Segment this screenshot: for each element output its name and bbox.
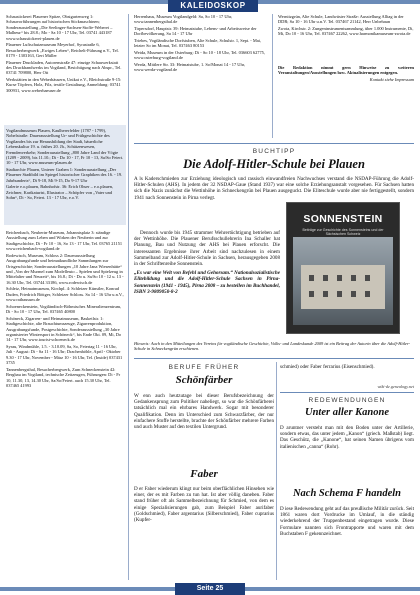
window-shape [309, 291, 314, 297]
schema-f-subhead: Nach Schema F handeln [292, 488, 402, 499]
buchtipp-note: Hinweis: Auch in den Mitteilungen des Vereins für vogtländische Geschichte, Volks- und Landeskunde 2009 ist ein Beitrag der Autorin über die Adolf-Hitler-Schule in Schneckengrün erschienen. [134, 341, 411, 352]
listing-entry: Schleiz, Heimatmuseum, Kirchpl. 4: Schleizer Künstler, Konrad Duden, Friedrich Böttger, Schleizer Schloss. Sa 14 - 16 Uhr u.n.V., www.rathausum.de [6, 286, 124, 303]
redewendungen-headline: Unter aller Kanone [304, 407, 389, 418]
listing-entry: Wernitzgrün, Alte Schule, Landwüster Straße: Ausstellung Alltag in der DDR; Sa 10 - 16 Uhr u.n.V. Tel. 037467 21142, Herr Unbehaun [278, 14, 404, 25]
listing-entry: Schoeneckenstein, Vogtländisch-Böhmisches Mineralienzentrum, Di - So 10 - 17 Uhr, Tel. 037465 40800 [6, 303, 122, 315]
window-shape [365, 291, 370, 297]
source-credit: wiki-de.genealogy.net [377, 384, 414, 389]
listing-entry: Zwota, Kirchstr. 2: Zungeninstrumentsammlung, über 1.000 Instrumente, Di, Mi, Do 10 - 16 Uhr, Tel. 037467 22262, www.harmonikamuseum-zwota.de [278, 26, 414, 37]
buchtipp-body-2: Dennoch wurde bis 1945 strammer Wehrertüchtigung betrieben auf der Wettinhöhe. Die Plauener Berufsschullehrerin Ina Schaller hat Planung, Bau und Nutzung der AHS bei Plauen erforscht. Die interessanten Ergebnisse ihrer Arbeit sind nachzulesen in einem Sammelband zur Adolf-Hitler-Schule in Sachsen, herausgegeben 2008 in der Schriftenreihe Sonnenstein. [134, 230, 280, 268]
window-shape [323, 275, 328, 281]
section-header [0, 0, 420, 12]
right-column [278, 14, 414, 83]
listing-entry: Plauener Luftschutzmuseum Meyerhof, Syrastraße 6, Besucherbergwerk „Ewiges Leben“, Reichelt-Führung n.V., Tel. 0179 - 1303163, Gert Müller [6, 42, 119, 59]
editorial-note: Die Redaktion nimmt gern Hinweise zu weiteren Veranstaltungen/Ausstellungen bzw. Aktualisierungen entgegen. [278, 64, 414, 76]
berufe-body [134, 393, 274, 430]
column-divider [272, 14, 273, 138]
berufe-body-3: schmied) oder Faber ferrarius (Eisenschmied). [280, 364, 375, 370]
window-shape [337, 291, 342, 297]
faber-subhead: Faber [190, 468, 218, 480]
buchtipp-lead [134, 176, 414, 201]
page-number: Seite 25 [175, 583, 245, 595]
listing-entry: Stadtarchiv Plauen, Unterer Graben 1: Sonderausstellung „Der Plauener Stadtbild im Spiegel historischer Graphiken des 16. - 19. Jahrhunderts“, Di 9-18, Mi 9-15, Do 9-17 Uhr [6, 167, 123, 183]
middle-column [134, 14, 266, 74]
section-title: KALEIDOSKOP [168, 0, 258, 12]
window-shape [309, 275, 314, 281]
listing-entry: Werkstätten in den Weberhäusern, Unikat e.V., Bleichstraße 9-15: Kurse Töpfern, Holz, Filz, textile Gestaltung, Anmeldung: 03741 300931, www.weberhaeuser.de [6, 77, 122, 93]
editorial-note-contact: Kontakt siehe Impressum [369, 76, 414, 82]
listing-entry: Werda, Mittlere Str. 33: Heimatstube, 1. So/Monat 14 - 17 Uhr, www.werda-vogtland.de [134, 62, 246, 73]
column-divider [276, 362, 277, 580]
window-shape [323, 291, 328, 297]
listing-entry: Schöneck, Zigarren- und Heimatmuseum, Basketlstr. 1: Stadtgeschichte, alte Brauchtumszeuge, Zigarrenproduktion, Ausgrabungsfunde, Postgeschichte, Sonderausstellung „30 Jahre organisierter Wintersport in Schöneck“, bis Ende Okt. 09, Mi, Do 14 - 17 Uhr, www.tourist-schoeneck.de [6, 315, 122, 343]
berufe-body-2: D er Faber wiederum klingt nur beim oberflächlichen Hinsehen wie einer, der es mit Farben zu tun hat. Ist aber völlig daneben. Faber stand früher oft als Sammelbezeichnung für Schmied, von dem es einige Spezialisierungen gab, zum Beispiel Faber aurifaber (Goldschmied), Faber argentarius (Silberschmied), Faber cuprarius (Kupfer- [134, 486, 274, 524]
column-divider [128, 14, 129, 580]
listing-entry: Vogtlandmuseum Plauen, Kaulhererfelder (1787 - 1799), Nobelstraße: Dauerausstellung Ur- und Frühgeschichte des Vogtlandes bis zur Herausbildung der Stadt, bäuerliche Lebenskultur 19. u. frühes 20. Jh., Schützenwesen, Fremdenverkehr; Sonderausstellung „800 Jahre Land der Vögte (1209 - 2009), bis 11.10.; Di - Do 10 - 17, Fr 10 - 13, Sa/So Feiert. 10 - 17 Uhr, www.museum-plauen.de [6, 128, 124, 166]
book-cover-image [286, 202, 400, 334]
berufe-continued [280, 364, 414, 370]
window-shape [351, 275, 356, 281]
buchtipp-quote: „Es war eine Welt von Befehl und Gehorsam.“ Nationalsozialistische Elitebildung und die Adolf-Hitler-Schule Sachsen in Pirna-Sonnenstein (1941 - 1945), Pirna 2008 – zu bestellen im Buchhandel, ISBN 3-9809050-8-2 [134, 270, 280, 295]
left-column [6, 14, 124, 94]
section-rule [134, 143, 414, 144]
listing-entry: Schaustickerei Plauener Spitze, Obstgartenweg 1: Schauvorführungen auf historischen Stickmaschinen; Sonderausstellung „Die Seelinger-Sachsen-Stoffe-Weberei – Malheur“ bis 28.8.; Mo - Sa 10 - 17 Uhr, Tel. 03741 443187 www.schaustickerei-plauen.de [6, 14, 113, 41]
listing-entry: Syrau, Windmühle, 1.5. - 3.10.09, Sa, So, Feiertag 11 - 16 Uhr, Juli - August: Di - Sa 11 - 16 Uhr; Drachenhöhle, April - Oktober 9.30 - 17 Uhr, November - März 10 - 16 Uhr, Tel. (Inside) 037431 3735 [6, 344, 123, 366]
listing-entry: Herrenhaus, Museum Vogtlandgeld: Sa, So 10 - 17 Uhr, www.tannenbergsthal.de [134, 14, 233, 25]
redewendungen-body-2: D iese Redewendung geht auf das preußische Militär zurück. Seit 1861 waren dort Vordrucke im Umlauf, in die ständig wiederkehrend der Truppenbestand eingetragen wurde. Diese Formulare nannten sich Frontrapporte und waren mit dem Buchstaben F gekennzeichnet. [280, 506, 414, 537]
faber-body [134, 486, 274, 523]
building-shape [301, 265, 385, 309]
page-footer [0, 583, 420, 595]
buchtipp-headline: Die Adolf-Hitler-Schule bei Plauen [183, 157, 365, 171]
redewendungen-body-1: D aruntner versteht man mit den Boden unter der Artillerie, sondern etwas, das unter jedem „Kanon“ (griech. Maßstab) liegt. Das Geschütz, die „Kanone“, hat seinen Namen übrigens vom italienischen „canna“ (Rohr). [280, 425, 414, 450]
listing-entry: Tannenbergsthal, Besucherbergwerk, Zum Schneckenstein 42: Bergbau im Vogtland, technische Zeitzeugen, Führungen: Di - Fr 10, 11.30, 13, 14.30 Uhr, Sa/So/Feiert. auch 15.30 Uhr, Tel. 037465 41993 [6, 366, 121, 389]
section-rule [280, 392, 414, 393]
redewendungen-body [280, 425, 414, 450]
listing-entry: Rodewisch, Museum, Schloss 2: Dauerausstellung Ausgrabungsfunde und heimatkundliche Sammlungen zur Ortsgeschichte; Sonderausstellungen „10 Jahre Jana Wiesenhütte“ und „Von der Murmel zum Modelleuto – Spielen und Spielzeug in Mittelalter und Neuzeit“, bis 16.8.; Di - Do u. Sa/So 10 - 12 u. 13 - 16.30 Uhr, Tel. 03744 33186, www.rodewisch.de [6, 252, 124, 285]
berufe-kicker: BERUFE FRÜHER [168, 364, 240, 371]
book-subtitle: Beiträge zur Geschichte des Sonnensteins und der Sächsischen Schweiz [302, 228, 384, 236]
buchtipp-body-1: A ls Kaderschmieden zur Erziehung ideologisch und rassisch einwandfreien Nachwuchses verstand die NSDAP-Führung die Adolf-Hitler-Schulen (AHS). In jedem der 32 NSDAP-Gaue (Stand 1937) war eine solche Erziehungsanstalt vorgesehen. Für Sachsen hatten sich die Nazis zunächst die Wettinhöhe in Schneckengrün bei Plauen ausgeguckt. Die Eliteschule wurde aber nie fertiggestellt, sondern 1941 nach Sonnenstein in Pirna verlegt. [134, 176, 414, 201]
berufe-headline: Schönfärber [175, 374, 233, 386]
book-title: SONNENSTEIN [303, 213, 383, 225]
listing-entry: Triebes, Vogtländische Dorfstuben, Alte Schule, Schulstr. 1, Sept. - Mai, letzter So im Monat, Tel. 037463 80153 [134, 38, 261, 49]
buchtipp-body [134, 230, 280, 295]
shaded-listing-box [4, 125, 126, 225]
window-shape [365, 275, 370, 281]
listing-entry: Reichenbach, Neuberin-Museum, Johannisplatz 3: ständige Ausstellung zum Leben und Wirken der Neuberin und zur Stadtgeschichte, Di - Fr 10 - 16, So 13 - 17 Uhr, Tel. 03765 21151 www.reichenbach-vogtland.de [6, 230, 123, 252]
listing-entry: Weida, Museum in der Osterburg: Di - So 10 - 18 Uhr, Tel. 036603 62775, www.osterburg-vogtland.de [134, 50, 265, 61]
redewendungen-kicker: REDEWENDUNGEN [308, 397, 386, 404]
listing-entry: Galerie e.o.plauen, Bahnhofstr. 36: Erich Ohser – e.o.plauen, Zeichner, Karikaturist, Illustrator – Schöpfer von „Vater und Sohn“, Di - So, Feiert. 13 - 17 Uhr, e.o.V. [6, 184, 114, 201]
buchtipp-kicker: BUCHTIPP [252, 148, 296, 155]
left-column-bottom [6, 230, 124, 390]
window-shape [351, 291, 356, 297]
schema-f-body [280, 506, 414, 537]
section-rule [134, 358, 414, 359]
berufe-body-1: W enn auch heutzutage bei dieser Berufsbezeichnung der Gedankensprung zum Politiker naheliegt, so war die Schönfärberei tatsächlich mal ein ehrbares Handwerk. Sogar mit besonderer Qualifikation. Denn im Unterschied zum Schwarzfärber, der nur einfachere Stoffe herstellte, brachte der Schönfärber mehrere Farben und auch Muster auf den textilen Untergrund. [134, 393, 274, 431]
listing-entry: Tirpersdorf, Hauptstr. 39: Heimatstube, Lebens- und Arbeitsweise der Dorfbevölkerung, Sa 14 - 17 Uhr [134, 26, 257, 37]
listing-entry: Plauener Druckladen, Autorenstraße 47: einzige Schauwerkstatt des Druckhandwerks im Vogtland, Besichtigung nach Abspr., Tel. 03741 709800, Herr Ott [6, 59, 122, 76]
window-shape [337, 275, 342, 281]
